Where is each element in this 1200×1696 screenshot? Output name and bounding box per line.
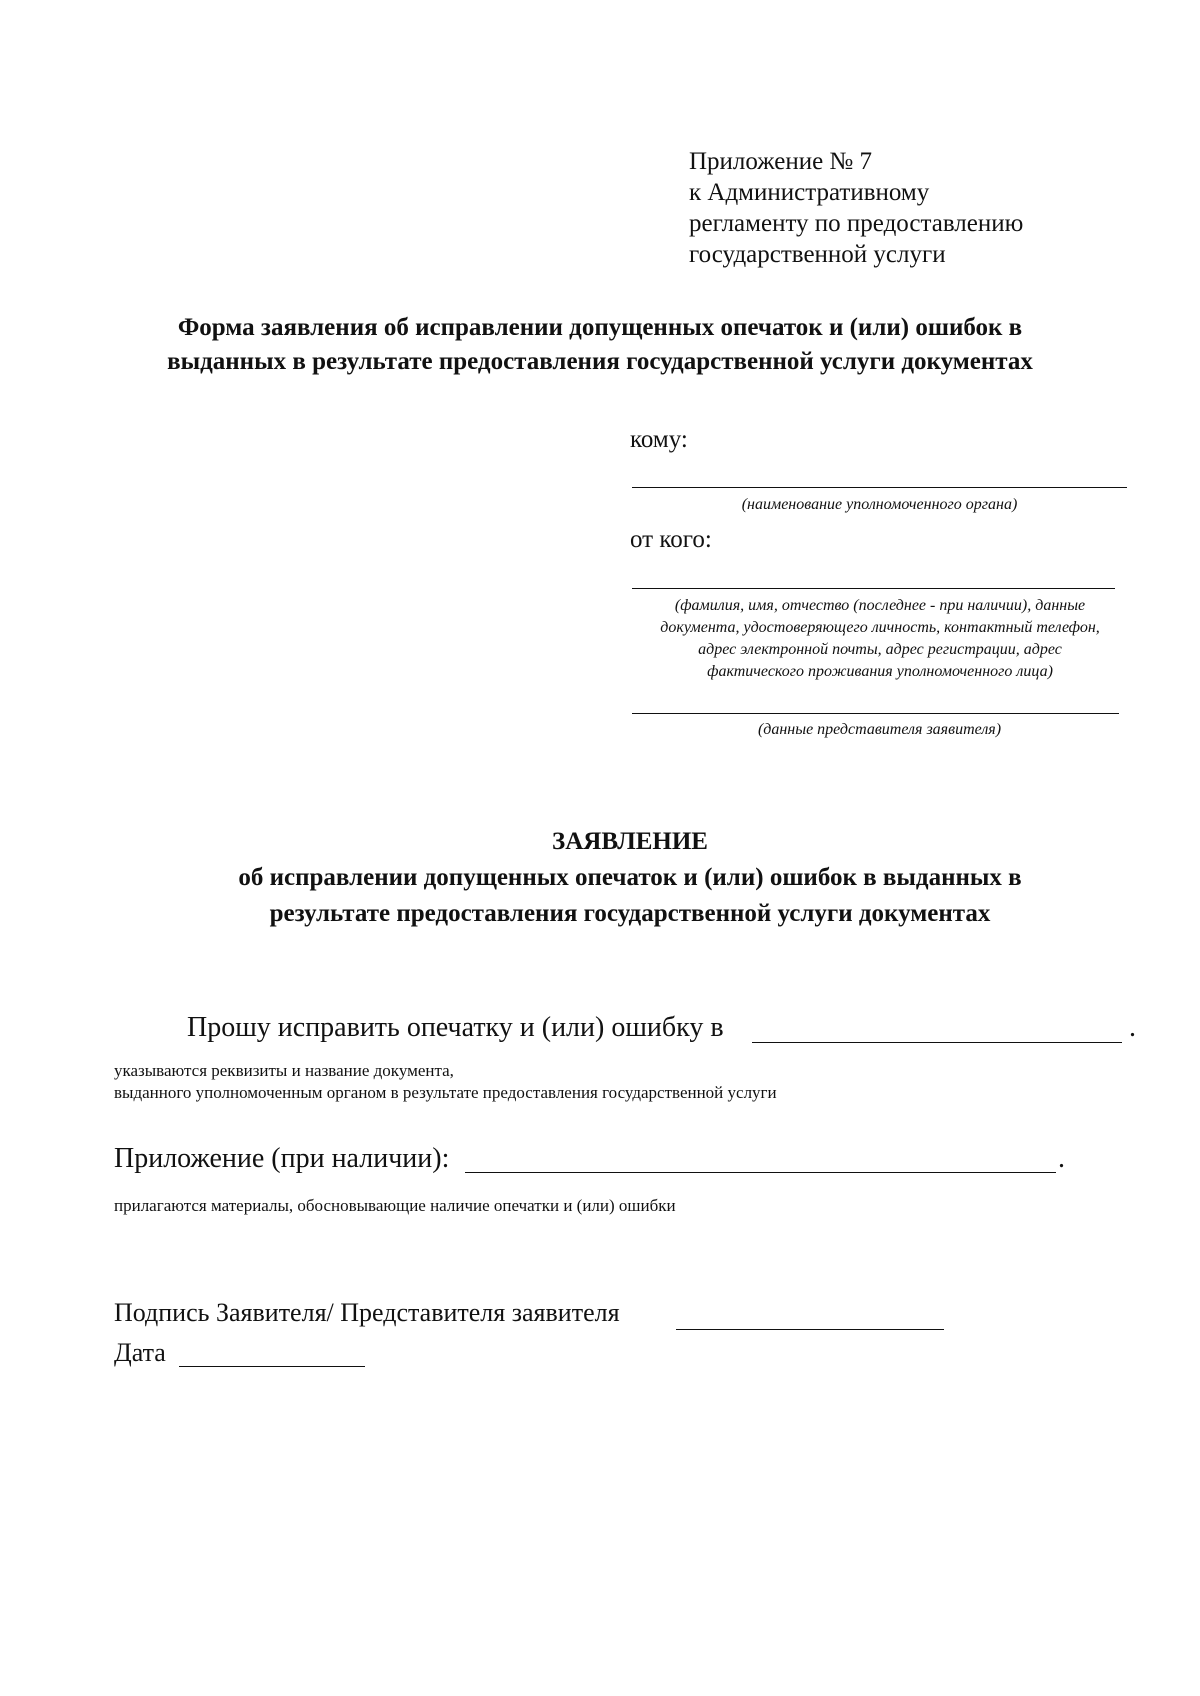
attachment-label: Приложение (при наличии): [114,1143,450,1174]
from-label: от кого: [630,526,712,553]
statement-heading [0,824,1200,932]
request-note-line: указываются реквизиты и название документа, [114,1061,454,1080]
statement-subtitle-line: результате предоставления государственной услуги документах [269,900,991,927]
form-title-line: выданных в результате предоставления государственной услуги документах [167,348,1033,375]
request-note-line: выданного уполномоченным органом в результате предоставления государственной услуги [114,1083,777,1102]
appendix-line: государственной услуги [689,241,946,268]
appendix-line: Приложение № 7 [689,148,873,175]
request-end-mark: . [1129,1012,1136,1043]
document-details-field-line[interactable] [752,1042,1122,1043]
request-note [114,1060,777,1104]
signature-label: Подпись Заявителя/ Представителя заявителя [114,1298,620,1327]
to-field-line[interactable] [632,487,1127,488]
representative-field-line[interactable] [632,713,1119,714]
representative-caption: (данные представителя заявителя) [757,721,1002,738]
request-text: Прошу исправить опечатку и (или) ошибку в [187,1012,724,1043]
to-label: кому: [630,426,688,453]
appendix-reference [689,146,1023,270]
to-caption: (наименование уполномоченного органа) [741,496,1018,513]
from-caption [620,595,1140,683]
attachment-end-mark: . [1058,1143,1065,1174]
from-caption-line: документа, удостоверяющего личность, контактный телефон, [660,619,1100,636]
attachment-note: прилагаются материалы, обосновывающие наличие опечатки и (или) ошибки [114,1196,676,1215]
appendix-line: к Административному [689,179,930,206]
from-caption-line: (фамилия, имя, отчество (последнее - при наличии), данные [674,597,1086,614]
attachment-field-line[interactable] [465,1172,1056,1173]
appendix-line: регламенту по предоставлению [689,210,1024,237]
from-caption-line: адрес электронной почты, адрес регистрации, адрес [698,641,1062,658]
form-title-line: Форма заявления об исправлении допущенных опечаток и (или) ошибок в [177,314,1023,341]
from-field-line[interactable] [632,588,1115,589]
from-caption-line: фактического проживания уполномоченного лица) [707,663,1053,680]
form-title [0,311,1200,379]
statement-title: ЗАЯВЛЕНИЕ [552,828,708,855]
statement-subtitle-line: об исправлении допущенных опечаток и (или) ошибок в выданных в [238,864,1022,891]
date-field-line[interactable] [179,1366,365,1367]
signature-field-line[interactable] [676,1329,944,1330]
date-label: Дата [114,1338,166,1367]
